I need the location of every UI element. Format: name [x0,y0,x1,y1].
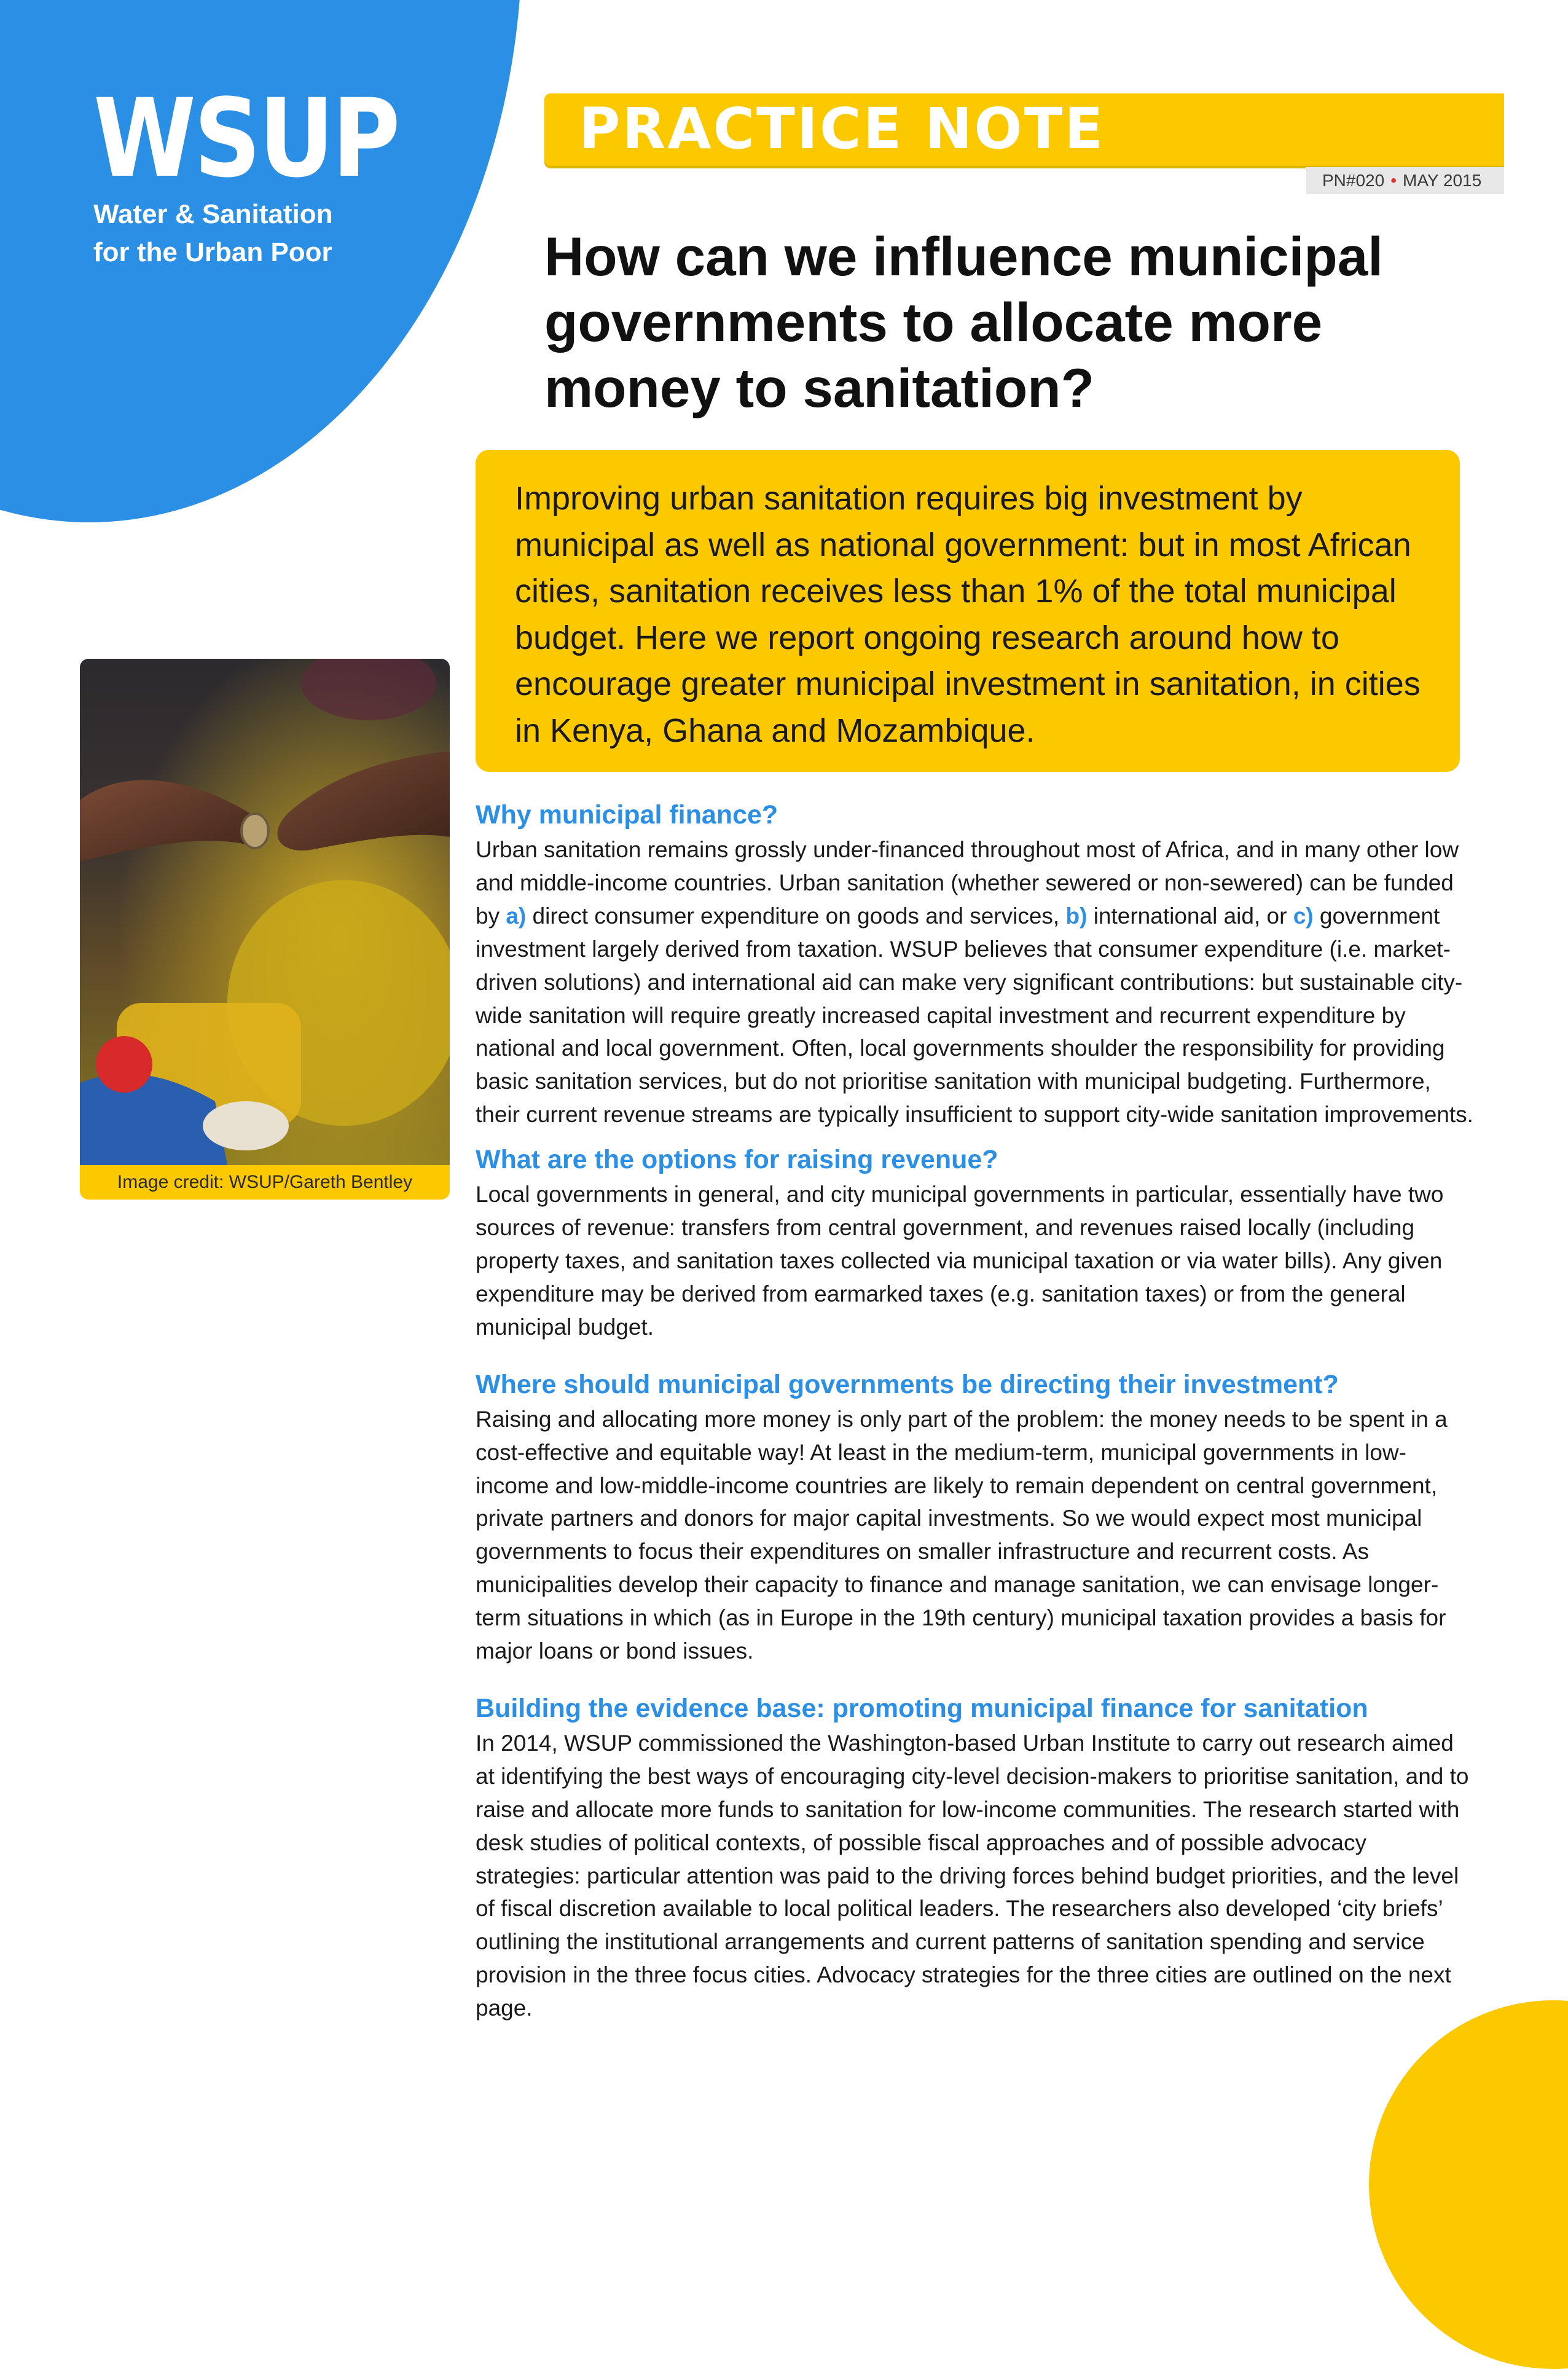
photo-illustration [80,659,450,1165]
intro-box [476,450,1460,772]
logo-wordmark: WSUP [93,76,399,202]
logo-tagline-line1: Water & Sanitation [93,199,333,229]
section-body-evidence: In 2014, WSUP commissioned the Washington-based Urban Institute to carry out research aimed at identifying the best ways of encouraging city-level decision-makers to prioritise sanitation, and to raise and allocate more funds to sanitation for low-income communities. The research started with desk studies of political contexts, of possible fiscal approaches and of possible advocacy strategies: particular attention was paid to the driving forces behind budget priorities, and the level of fiscal discretion available to local political leaders. The researchers also developed ‘city briefs’ outlining the institutional arrangements and current patterns of sanitation spending and service provision in the three focus cities. Advocacy strategies for the three cities are outlined on the next page. [476,1730,1469,2021]
yellow-corner-shape [1369,2000,1568,2369]
section-heading-why: Why municipal finance? [476,800,778,830]
section-heading-where: Where should municipal governments be directing their investment? [476,1369,1339,1399]
list-marker-a: a) [506,903,527,929]
section-heading-options: What are the options for raising revenue? [476,1145,998,1175]
practice-note-label: PRACTICE NOTE [579,96,1105,162]
wsup-logo [93,76,448,269]
photo-hands-coins [80,659,450,1165]
practice-note-banner [544,93,1504,166]
section-body-options: Local governments in general, and city municipal governments in particular, essentially have two sources of revenue: transfers from central government, and revenues raised locally (including property taxes, and sanitation taxes collected via municipal taxation or via water bills). Any given expenditure may be derived from earmarked taxes (e.g. sanitation taxes) or from the general municipal budget. [476,1182,1444,1340]
note-date: MAY 2015 [1403,171,1482,190]
page-title: How can we influence municipal governments to allocate more money to sanitation? [544,226,1383,418]
section-body-why: Urban sanitation remains grossly under-financed throughout most of Africa, and in many other low and middle-income countries. Urban sanitation (whether sewered or non-sewered) can be funded by a) direct consumer expenditure on goods and services, b) international aid, or c) government investment largely derived from taxation. WSUP believes that consumer expenditure (i.e. market-driven solutions) and international aid can make very significant contributions: but sustainable city-wide sanitation will require greatly increased capital investment and recurrent expenditure by national and local government. Often, local governments shoulder the responsibility for providing basic sanitation services, but do not prioritise sanitation with municipal budgeting. Furthermore, their current revenue streams are typically insufficient to support city-wide sanitation improvements. [476,837,1473,1128]
intro-text: Improving urban sanitation requires big investment by municipal as well as national government: but in most African cities, sanitation receives less than 1% of the total municipal budget. Here we report ongoing research around how to encourage greater municipal investment in sanitation, in cities in Kenya, Ghana and Mozambique. [515,480,1421,749]
list-marker-b: b) [1065,903,1088,929]
section-heading-evidence: Building the evidence base: promoting municipal finance for sanitation [476,1693,1368,1723]
body-content [476,796,1477,2025]
logo-tagline-line2: for the Urban Poor [93,237,332,267]
note-number-tag [1306,167,1504,194]
note-number: PN#020 [1322,171,1385,190]
section-body-where: Raising and allocating more money is only part of the problem: the money needs to be spent in a cost-effective and equitable way! At least in the medium-term, municipal governments in low-income and low-middle-income countries are likely to remain dependent on central government, private partners and donors for major capital investments. So we would expect most municipal governments to focus their expenditures on smaller infrastructure and recurrent costs. As municipalities develop their capacity to finance and manage sanitation, we can envisage longer-term situations in which (as in Europe in the 19th century) municipal taxation provides a basis for major loans or bond issues. [476,1406,1448,1664]
separator-dot-icon: • [1390,171,1397,190]
photo-credit: Image credit: WSUP/Gareth Bentley [80,1165,450,1200]
list-marker-c: c) [1293,903,1314,929]
